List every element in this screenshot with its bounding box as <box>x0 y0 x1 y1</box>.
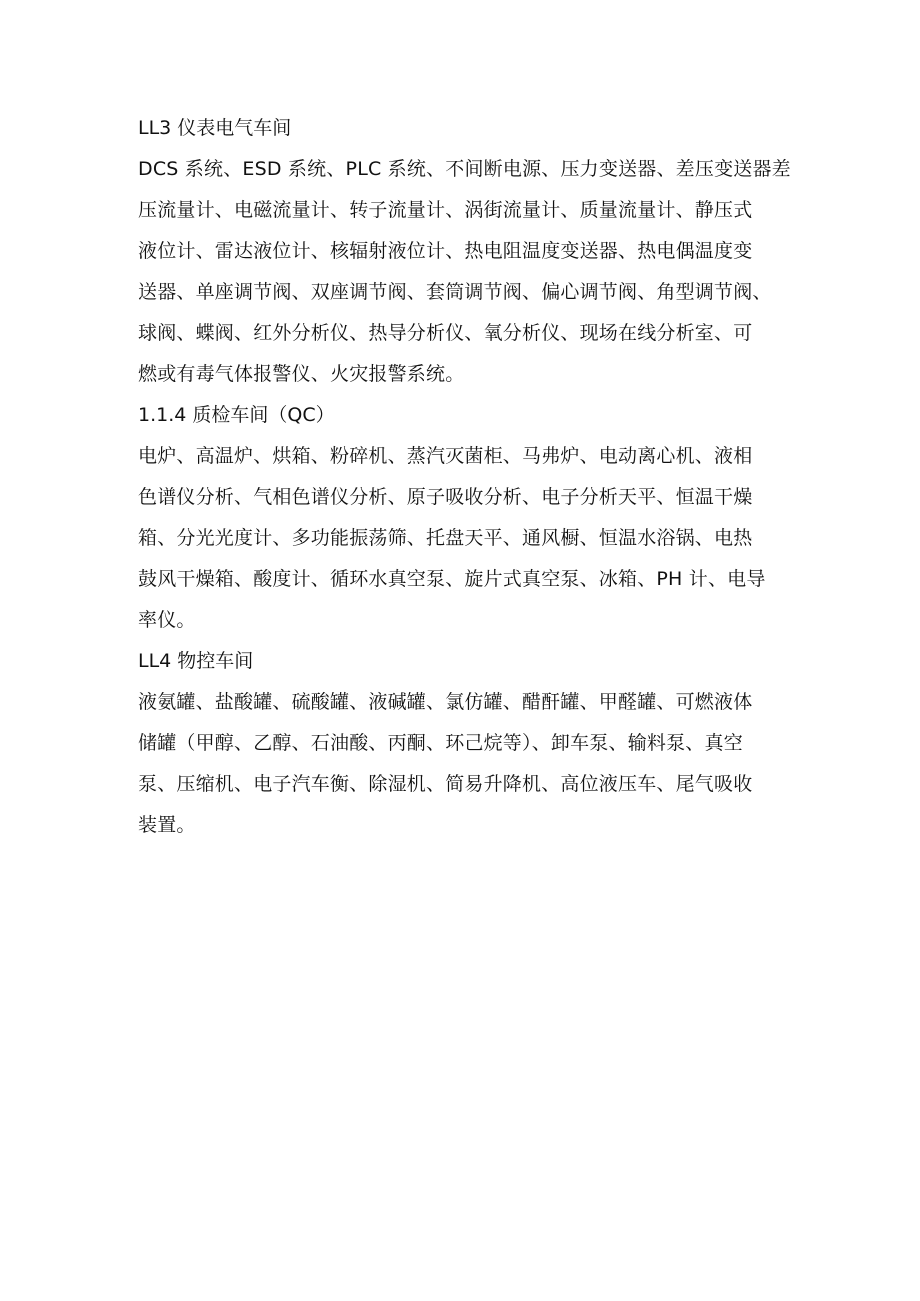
section-paragraph-quality-control <box>138 436 794 641</box>
section-paragraph-material-control <box>138 682 794 846</box>
paragraph-line: DCS 系统、ESD 系统、PLC 系统、不间断电源、压力变送器、差压变送器差 <box>138 158 791 180</box>
paragraph-line: 箱、分光光度计、多功能振荡筛、托盘天平、通风橱、恒温水浴锅、电热 <box>138 527 753 549</box>
paragraph-line: 液位计、雷达液位计、核辐射液位计、热电阻温度变送器、热电偶温度变 <box>138 240 753 262</box>
paragraph-line: 率仪。 <box>138 609 196 631</box>
paragraph-line: 鼓风干燥箱、酸度计、循环水真空泵、旋片式真空泵、冰箱、PH 计、电导 <box>138 568 766 590</box>
paragraph-line: 球阀、蝶阀、红外分析仪、热导分析仪、氧分析仪、现场在线分析室、可 <box>138 322 753 344</box>
paragraph-line: 电炉、高温炉、烘箱、粉碎机、蒸汽灭菌柜、马弗炉、电动离心机、液相 <box>138 445 753 467</box>
paragraph-line: 液氨罐、盐酸罐、硫酸罐、液碱罐、氯仿罐、醋酐罐、甲醛罐、可燃液体 <box>138 691 753 713</box>
section-heading-quality-control: 1.1.4 质检车间（QC） <box>138 404 335 426</box>
section-heading-instrument-electrical: LL3 仪表电气车间 <box>138 117 292 139</box>
paragraph-line: 送器、单座调节阀、双座调节阀、套筒调节阀、偏心调节阀、角型调节阀、 <box>138 281 772 303</box>
paragraph-line: 储罐（甲醇、乙醇、石油酸、丙酮、环己烷等）、卸车泵、输料泵、真空 <box>138 732 743 754</box>
section-heading-material-control: LL4 物控车间 <box>138 650 254 672</box>
paragraph-line: 色谱仪分析、气相色谱仪分析、原子吸收分析、电子分析天平、恒温干燥 <box>138 486 753 508</box>
section-paragraph-instrument-electrical <box>138 149 794 395</box>
paragraph-line: 燃或有毒气体报警仪、火灾报警系统。 <box>138 363 465 385</box>
document-body <box>138 108 794 846</box>
paragraph-line: 压流量计、电磁流量计、转子流量计、涡街流量计、质量流量计、静压式 <box>138 199 753 221</box>
paragraph-line: 泵、压缩机、电子汽车衡、除湿机、简易升降机、高位液压车、尾气吸收 <box>138 773 753 795</box>
paragraph-line: 装置。 <box>138 814 196 836</box>
